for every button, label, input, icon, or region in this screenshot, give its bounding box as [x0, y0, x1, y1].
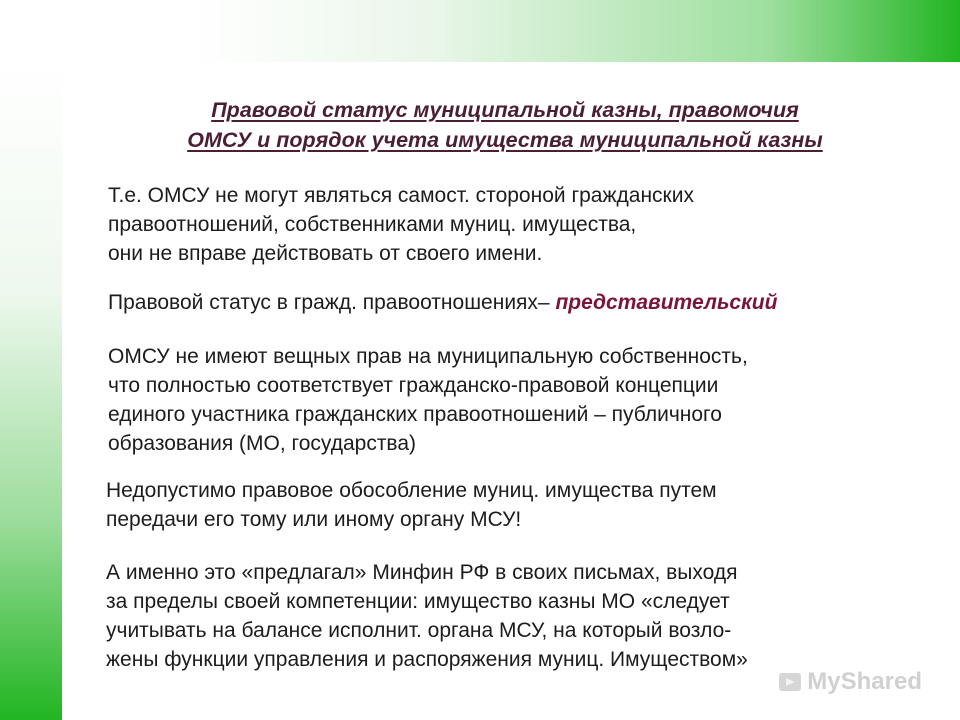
paragraph-line: они не вправе действовать от своего имени. — [108, 242, 543, 265]
paragraph-line: учитывать на балансе исполнит. органа МСУ, на который возло- — [106, 619, 732, 642]
paragraph-line: Недопустимо правовое обособление муниц. имущества путем — [106, 479, 717, 502]
paragraph-legal-status — [108, 288, 777, 317]
myshared-watermark — [777, 668, 922, 696]
title-line-2: ОМСУ и порядок учета имущества муниципальной казны — [187, 128, 823, 152]
watermark-text: MyShared — [807, 668, 922, 695]
paragraph-line: жены функции управления и распоряжения муниц. Имуществом» — [106, 648, 748, 671]
paragraph-line: единого участника гражданских правоотношений – публичного — [108, 403, 722, 426]
legal-status-accent: представительский — [555, 291, 778, 314]
left-green-band — [0, 62, 62, 720]
paragraph-line: А именно это «предлагал» Минфин РФ в своих письмах, выходя — [106, 561, 738, 584]
paragraph-line: ОМСУ не имеют вещных прав на муниципальную собственность, — [108, 345, 748, 368]
legal-status-text: Правовой статус в гражд. правоотношениях– — [108, 291, 556, 314]
paragraph-line: что полностью соответствует гражданско-правовой концепции — [108, 374, 719, 397]
paragraph-line: образования (МО, государства) — [108, 432, 417, 455]
paragraph-inadmissible-separation — [106, 476, 717, 534]
paragraph-minfin-letters — [106, 558, 748, 674]
paragraph-line: Т.е. ОМСУ не могут являться самост. стороной гражданских — [108, 184, 694, 207]
top-green-band — [0, 0, 960, 62]
paragraph-omsu-not-party — [108, 181, 694, 268]
myshared-logo-icon — [777, 669, 803, 695]
paragraph-no-property-rights — [108, 342, 748, 458]
paragraph-line: правоотношений, собственниками муниц. имущества, — [108, 213, 637, 236]
slide-title — [100, 95, 910, 155]
paragraph-line: за пределы своей компетенции: имущество казны МО «следует — [106, 590, 730, 613]
title-line-1: Правовой статус муниципальной казны, правомочия — [211, 98, 799, 122]
paragraph-line: передачи его тому или иному органу МСУ! — [106, 508, 522, 531]
